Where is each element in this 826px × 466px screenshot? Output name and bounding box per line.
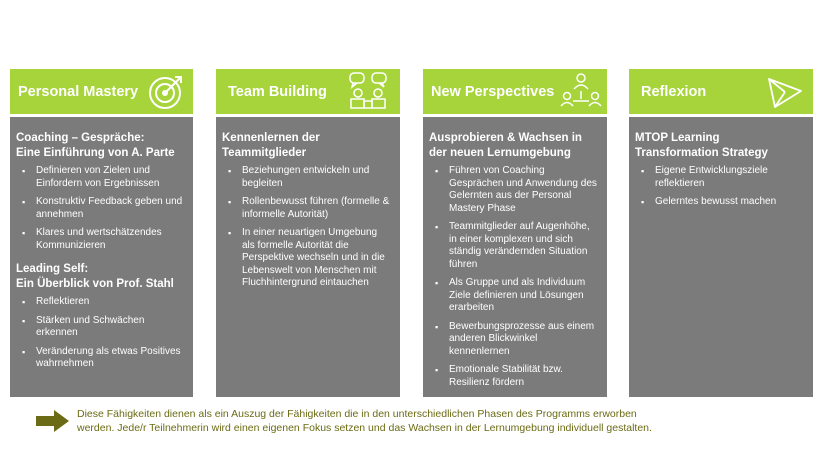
column-team-building bbox=[216, 69, 400, 114]
panel-personal-mastery bbox=[10, 117, 193, 397]
panel-new-perspectives bbox=[423, 117, 607, 397]
list-item: ▪ Stärken und Schwächen erkennen bbox=[16, 315, 185, 340]
column-title: Reflexion bbox=[641, 83, 707, 100]
column-header bbox=[629, 69, 813, 114]
bullet-list bbox=[222, 165, 392, 290]
list-item: ▪ Veränderung als etwas Positives wahrnehmen bbox=[16, 346, 185, 371]
column-reflexion bbox=[629, 69, 813, 114]
list-item: ▪ Konstruktiv Feedback geben und annehmen bbox=[16, 196, 185, 221]
footer-note bbox=[77, 407, 817, 435]
bullet-list bbox=[16, 296, 185, 371]
list-item: ▪ Eigene Entwicklungsziele reflektieren bbox=[635, 165, 805, 190]
list-item: ▪ Reflektieren bbox=[16, 296, 185, 309]
bullet-list bbox=[429, 165, 599, 389]
panel-reflexion bbox=[629, 117, 813, 397]
column-header bbox=[216, 69, 400, 114]
column-personal-mastery bbox=[10, 69, 193, 114]
list-item: ▪ Als Gruppe und als Individuum Ziele definieren und Lösungen erarbeiten bbox=[429, 277, 599, 315]
list-item: ▪ Rollenbewusst führen (formelle & informelle Autorität) bbox=[222, 196, 392, 221]
list-item: ▪ Teammitglieder auf Augenhöhe, in einer komplexen und sich ständig verändernden Situation führen bbox=[429, 221, 599, 271]
column-title: New Perspectives bbox=[431, 83, 555, 100]
section-title: Coaching – Gespräche: Eine Einführung von A. Parte bbox=[16, 132, 175, 159]
section-title: Leading Self: Ein Überblick von Prof. Stahl bbox=[16, 263, 174, 290]
panel-team-building bbox=[216, 117, 400, 397]
footer-line: Diese Fähigkeiten dienen als ein Auszug der Fähigkeiten die in den unterschiedlichen Phasen des Programms erworben bbox=[77, 408, 637, 420]
column-title: Personal Mastery bbox=[18, 83, 139, 100]
paper-plane-icon bbox=[765, 73, 805, 111]
list-item: ▪ Beziehungen entwickeln und begleiten bbox=[222, 165, 392, 190]
bullet-list bbox=[635, 165, 805, 209]
target-icon bbox=[147, 73, 185, 111]
list-item: ▪ Klares und wertschätzendes Kommunizieren bbox=[16, 227, 185, 252]
list-item: ▪ Bewerbungsprozesse aus einem anderen Blickwinkel kennenlernen bbox=[429, 321, 599, 359]
arrow-right-icon bbox=[36, 410, 70, 432]
bullet-list bbox=[16, 165, 185, 252]
footer-line: werden. Jede/r Teilnehmerin wird einen eigenen Fokus setzen und das Wachsen in der Lernumgebung individuell gestalten. bbox=[77, 422, 652, 434]
team-chat-icon bbox=[348, 71, 392, 111]
column-header bbox=[10, 69, 193, 114]
list-item: ▪ In einer neuartigen Umgebung als formelle Autorität die Perspektive wechseln und in die Lebenswelt von Menschen mit Fluchhintergrund eintauchen bbox=[222, 227, 392, 290]
section-title: Ausprobieren & Wachsen in der neuen Lernumgebung bbox=[429, 132, 582, 159]
people-network-icon bbox=[559, 71, 603, 111]
section-title: Kennenlernen der Teammitglieder bbox=[222, 132, 320, 159]
list-item: ▪ Definieren von Zielen und Einfordern von Ergebnissen bbox=[16, 165, 185, 190]
section-title: MTOP Learning Transformation Strategy bbox=[635, 132, 768, 159]
list-item: ▪ Emotionale Stabilität bzw. Resilienz fördern bbox=[429, 364, 599, 389]
column-new-perspectives bbox=[423, 69, 607, 114]
list-item: ▪ Führen von Coaching Gesprächen und Anwendung des Gelernten aus der Personal Mastery Phase bbox=[429, 165, 599, 215]
list-item: ▪ Gelerntes bewusst machen bbox=[635, 196, 805, 209]
column-title: Team Building bbox=[228, 83, 327, 100]
column-header bbox=[423, 69, 607, 114]
